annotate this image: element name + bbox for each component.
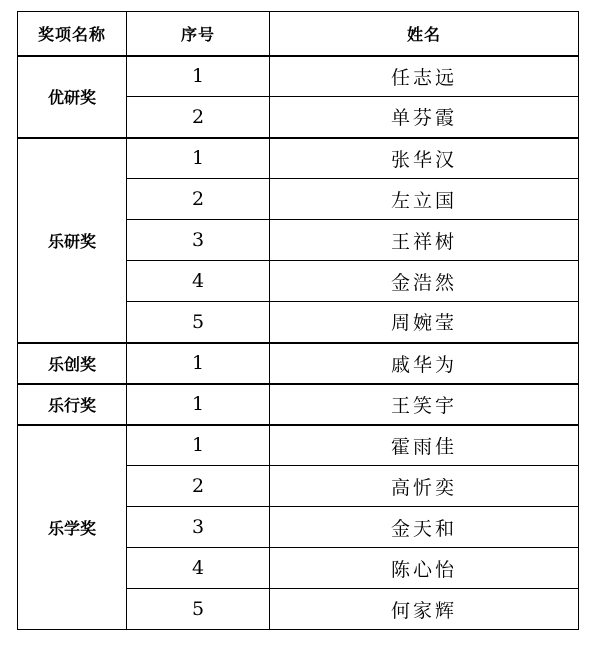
- index-cell: 3: [127, 220, 270, 261]
- awards-table: [17, 11, 579, 630]
- table-row: [18, 384, 579, 425]
- name-cell: 左立国: [270, 179, 579, 220]
- name-cell: 单芬霞: [270, 97, 579, 138]
- name-cell: 戚华为: [270, 343, 579, 384]
- index-cell: 1: [127, 384, 270, 425]
- index-cell: 4: [127, 548, 270, 589]
- category-cell: 优研奖: [18, 56, 127, 138]
- index-cell: 2: [127, 466, 270, 507]
- header-name: 姓名: [270, 12, 579, 56]
- name-cell: 何家辉: [270, 589, 579, 630]
- name-cell: 高忻奕: [270, 466, 579, 507]
- index-cell: 2: [127, 97, 270, 138]
- index-cell: 2: [127, 179, 270, 220]
- name-cell: 王祥树: [270, 220, 579, 261]
- name-cell: 周婉莹: [270, 302, 579, 343]
- index-cell: 1: [127, 425, 270, 466]
- header-index: 序号: [127, 12, 270, 56]
- index-cell: 1: [127, 138, 270, 179]
- table-row: [18, 56, 579, 97]
- table-header-row: [18, 12, 579, 56]
- name-cell: 霍雨佳: [270, 425, 579, 466]
- index-cell: 5: [127, 302, 270, 343]
- index-cell: 5: [127, 589, 270, 630]
- name-cell: 任志远: [270, 56, 579, 97]
- header-category: 奖项名称: [18, 12, 127, 56]
- category-cell: 乐创奖: [18, 343, 127, 384]
- category-cell: 乐行奖: [18, 384, 127, 425]
- index-cell: 4: [127, 261, 270, 302]
- index-cell: 1: [127, 343, 270, 384]
- name-cell: 张华汉: [270, 138, 579, 179]
- index-cell: 1: [127, 56, 270, 97]
- name-cell: 王笑宇: [270, 384, 579, 425]
- name-cell: 金浩然: [270, 261, 579, 302]
- category-cell: 乐学奖: [18, 425, 127, 630]
- table-row: [18, 343, 579, 384]
- table-row: [18, 138, 579, 179]
- category-cell: 乐研奖: [18, 138, 127, 343]
- index-cell: 3: [127, 507, 270, 548]
- name-cell: 金天和: [270, 507, 579, 548]
- table-row: [18, 425, 579, 466]
- name-cell: 陈心怡: [270, 548, 579, 589]
